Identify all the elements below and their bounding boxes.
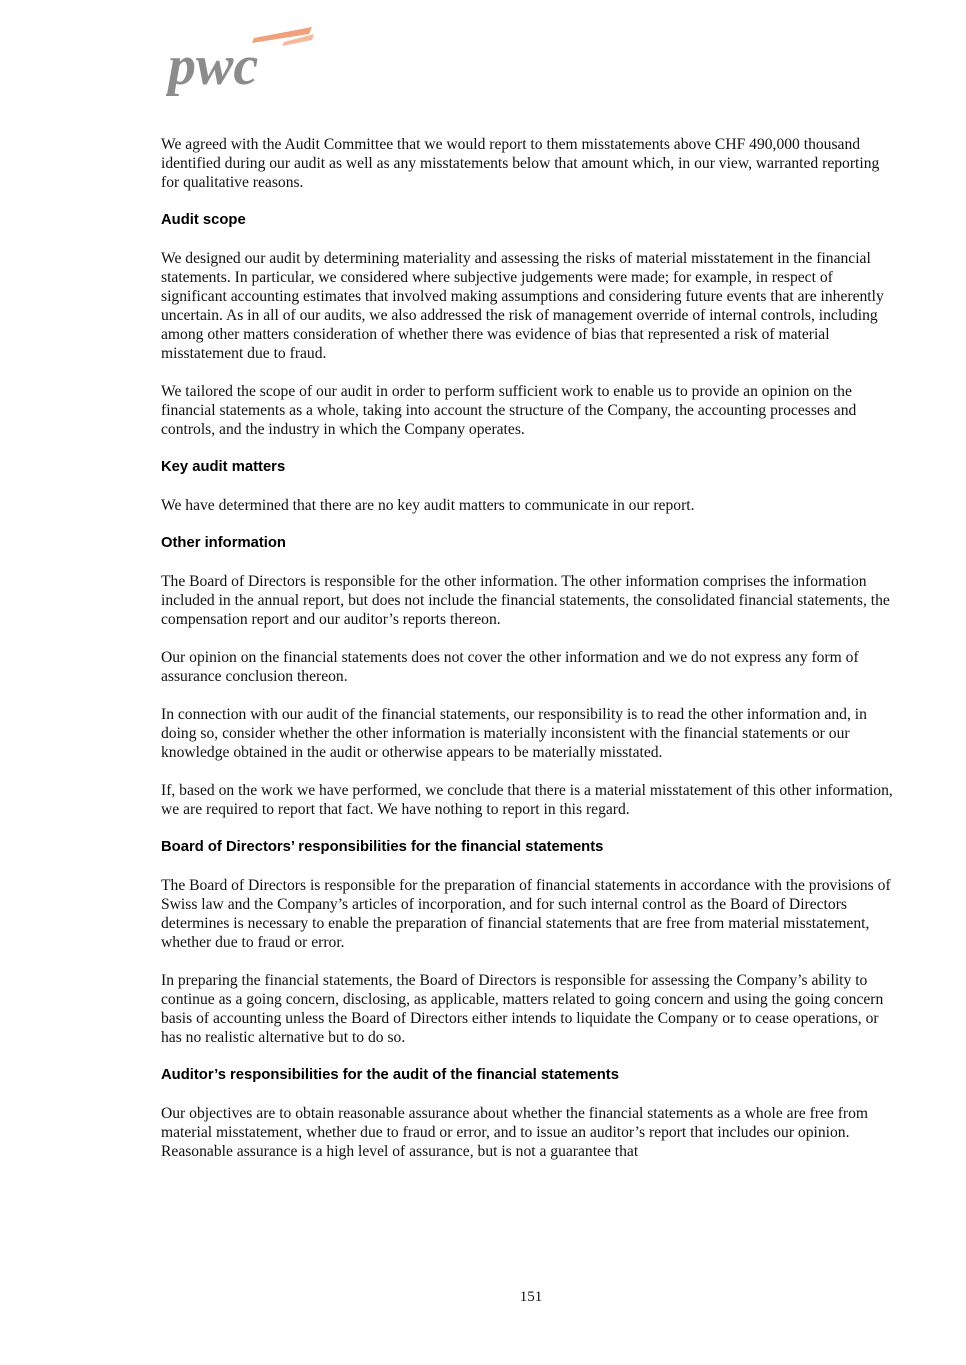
materiality-paragraph: We agreed with the Audit Committee that we would report to them misstatements above CHF 490,000 thousand identified during our audit as well as any misstatements below that amount which, in our view, warranted reporting for qualitative reasons. <box>161 136 880 191</box>
other-information-paragraph-4: If, based on the work we have performed, we conclude that there is a material misstatement of this other information, we are required to report that fact. We have nothing to report in this regard. <box>161 782 893 818</box>
report-body <box>161 135 901 1180</box>
pwc-logo-text: pwc <box>168 35 259 97</box>
audit-scope-paragraph-1: We designed our audit by determining materiality and assessing the risks of material misstatement in the financial statements. In particular, we considered where subjective judgements were made; for example, in respect of significant accounting estimates that involved making assumptions and considering future events that are inherently uncertain. As in all of our audits, we also addressed the risk of management override of internal controls, including among other matters consideration of whether there was evidence of bias that represented a risk of material misstatement due to fraud. <box>161 250 884 362</box>
auditor-responsibilities-paragraph: Our objectives are to obtain reasonable assurance about whether the financial statements as a whole are free from material misstatement, whether due to fraud or error, and to issue an auditor’s report that includes our opinion. Reasonable assurance is a high level of assurance, but is not a guarantee that <box>161 1105 869 1160</box>
key-audit-matters-paragraph: We have determined that there are no key audit matters to communicate in our report. <box>161 497 695 514</box>
audit-scope-paragraph-2: We tailored the scope of our audit in order to perform sufficient work to enable us to provide an opinion on the financial statements as a whole, taking into account the structure of the Company, the accounting processes and controls, and the industry in which the Company operates. <box>161 383 857 438</box>
board-responsibilities-paragraph-1: The Board of Directors is responsible for the preparation of financial statements in accordance with the provisions of Swiss law and the Company’s articles of incorporation, and for such internal control as the Board of Directors determines is necessary to enable the preparation of financial statements that are free from material misstatement, whether due to fraud or error. <box>161 877 891 951</box>
page-number: 151 <box>519 1289 543 1305</box>
audit-scope-heading: Audit scope <box>161 212 246 228</box>
other-information-paragraph-3: In connection with our audit of the financial statements, our responsibility is to read the other information and, in doing so, consider whether the other information is materially inconsistent with the financial statements or our knowledge obtained in the audit or otherwise appears to be materially misstated. <box>161 706 867 761</box>
board-responsibilities-heading: Board of Directors’ responsibilities for the financial statements <box>161 839 604 855</box>
key-audit-matters-heading: Key audit matters <box>161 459 286 475</box>
pwc-logo <box>166 26 318 102</box>
other-information-paragraph-1: The Board of Directors is responsible for the other information. The other information comprises the information included in the annual report, but does not include the financial statements, the consolidated financial statements, the compensation report and our auditor’s reports thereon. <box>161 573 890 628</box>
other-information-paragraph-2: Our opinion on the financial statements does not cover the other information and we do not express any form of assurance conclusion thereon. <box>161 649 859 685</box>
other-information-heading: Other information <box>161 535 286 551</box>
board-responsibilities-paragraph-2: In preparing the financial statements, the Board of Directors is responsible for assessing the Company’s ability to continue as a going concern, disclosing, as applicable, matters related to going concern and using the going concern basis of accounting unless the Board of Directors either intends to liquidate the Company or to cease operations, or has no realistic alternative but to do so. <box>161 972 884 1046</box>
auditor-responsibilities-heading: Auditor’s responsibilities for the audit of the financial statements <box>161 1067 619 1083</box>
